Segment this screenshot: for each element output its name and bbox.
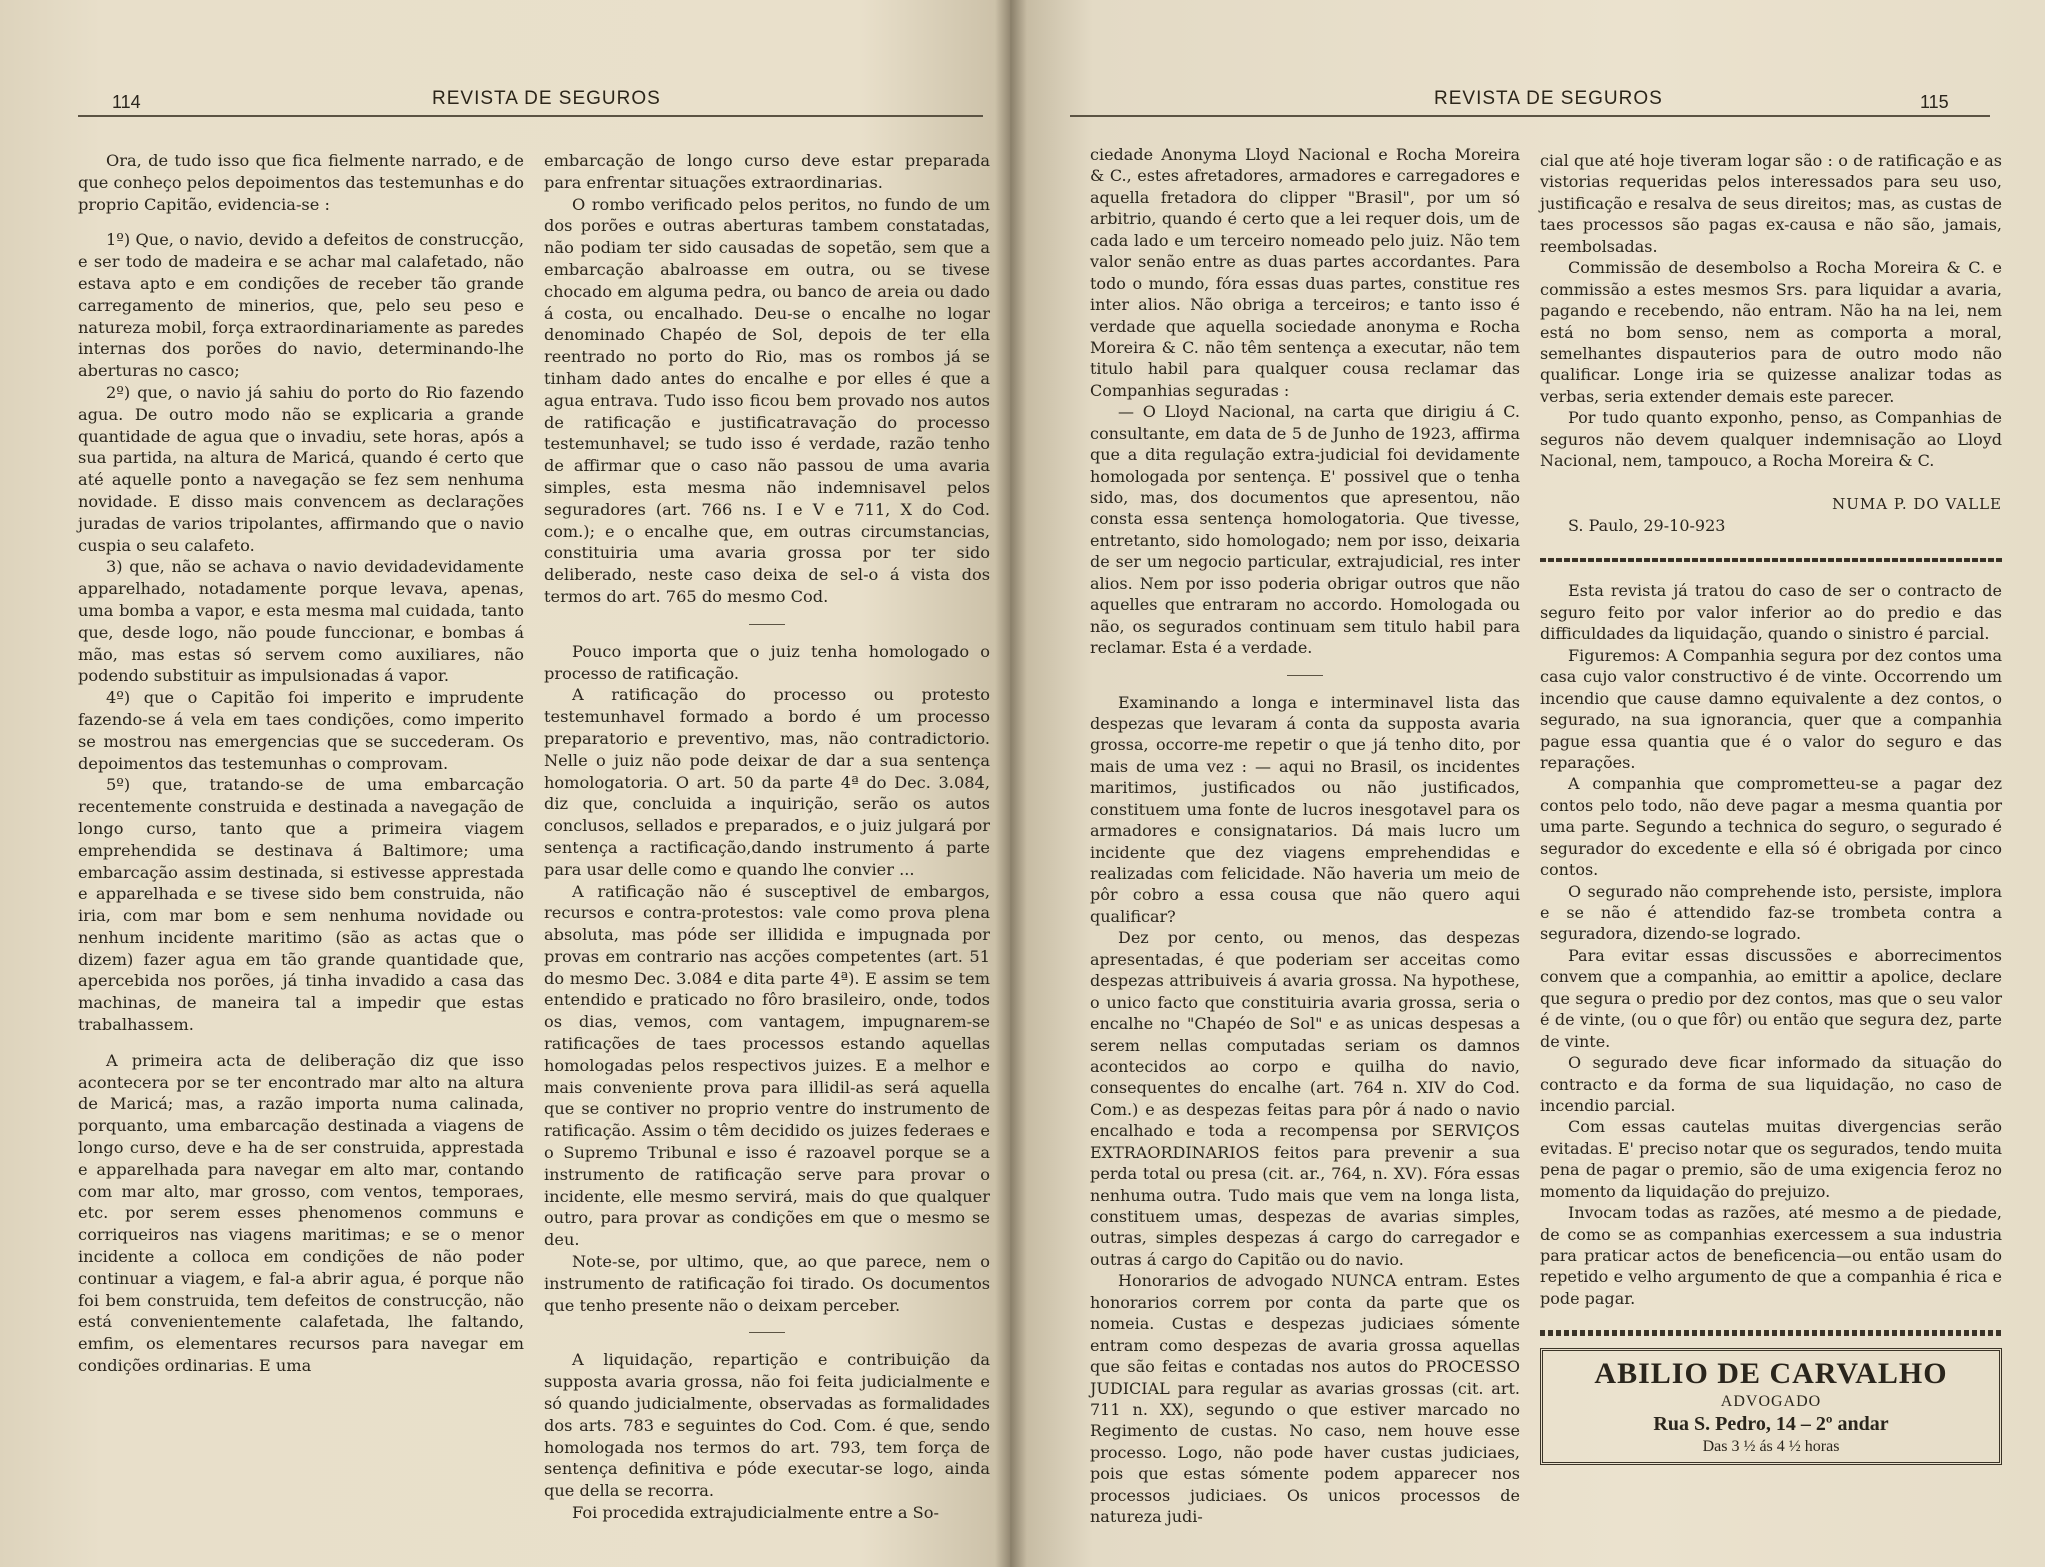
- section-separator: [1287, 675, 1323, 676]
- paragraph: Honorarios de advogado NUNCA entram. Estes honorarios correm por conta da parte que os nomeia. Custas e despezas judiciaes sómente entram como despezas de avaria grossa aquellas que são feitas e contadas nos autos do PROCESSO JUDICIAL para regular as avarias grossas (cit. art. 711 n. XX), segundo o que estiver marcado no Regimento de custas. No caso, nem houve esse processo. Logo, não pode haver custas judiciaes, pois que estas sómente podem apparecer nos processos judiciaes. Os unicos processos de natureza judi-: [1090, 1271, 1520, 1527]
- paragraph: 2º) que, o navio já sahiu do porto do Rio fazendo agua. De outro modo não se explicaria a grande quantidade de agua que o invadiu, sete horas, após a sua partida, na altura de Maricá, quando é certo que até aquelle ponto a navegação se fez sem nenhuma novidade. E disso mais convencem as declarações juradas de varios tripolantes, affirmando que o navio cuspia o seu calafeto.: [78, 382, 524, 555]
- paragraph: A liquidação, repartição e contribuição da supposta avaria grossa, não foi feita judicialmente e só quando judicialmente, observadas as formalidades dos arts. 783 e seguintes do Cod. Com. é que, sendo homologada nos termos do art. 793, tem força de sentença definitiva e póde executar-se logo, ainda que della se recorra.: [544, 1350, 990, 1501]
- paragraph: 3) que, não se achava o navio devidadevidamente apparelhado, notadamente porque levava, apenas, uma bomba a vapor, e esta mesma mal cuidada, tanto que, desde logo, não poude funccionar, e bombas á mão, mas estas só servem como auxiliares, não podendo substituir as impulsionadas á vapor.: [78, 557, 524, 686]
- page-number-left: 114: [112, 92, 141, 112]
- page-number-right: 115: [1920, 92, 1949, 112]
- paragraph: A ratificação do processo ou protesto testemunhavel formado a bordo é um processo preparatorio e preventivo, mas, não contradictorio. Nelle o juiz não pode deixar de dar a sua sentença homologatoria. O art. 50 da parte 4ª do Dec. 3.084, diz que, concluida a inquirição, serão os autos conclusos, sellados e preparados, e o juiz julgará por sentença a ractificação,dando instrumento á parte para usar delle como e quando lhe convier ...: [544, 685, 990, 879]
- paragraph: O segurado não comprehende isto, persiste, implora e se não é attendido faz-se trombeta contra a seguradora, dizendo-se logrado.: [1540, 881, 2002, 944]
- paragraph: Commissão de desembolso a Rocha Moreira & C. e commissão a estes mesmos Srs. para liquidar a avaria, pagando e recebendo, não entram. Não ha na lei, nem está no bom senso, nem as comporta a moral, semelhantes dispauterios para de outro modo não qualificar. Longe iria se quizesse analizar todas as verbas, seria extender demais este parecer.: [1540, 258, 2002, 406]
- paragraph: Foi procedida extrajudicialmente entre a So-: [572, 1503, 939, 1523]
- ad-name: ABILIO DE CARVALHO: [1594, 1357, 1948, 1390]
- paragraph: Por tudo quanto exponho, penso, as Companhias de seguros não devem qualquer indemnisação ao Lloyd Nacional, nem, tampouco, a Rocha Moreira & C.: [1540, 408, 2002, 471]
- section-separator: [749, 624, 785, 625]
- paragraph: A ratificação não é susceptivel de embargos, recursos e contra-protestos: vale como prova plena absoluta, mas póde ser illidida e impugnada por provas em contrario nas acções competentes (art. 51 do mesmo Dec. 3.084 e dita parte 4ª). E assim se tem entendido e praticado no fôro brasileiro, onde, todos os dias, vemos, com vantagem, impugnarem-se ratificações de taes processos estando aquellas homologadas pelos respectivos juizes. E a melhor e mais conveniente prova para illidil-as será aquella que se contiver no proprio ventre do instrumento de ratificação. Assim o têm decidido os juizes federaes e o Supremo Tribunal e isso é razoavel porque se a instrumento de ratificação serve para provar o incidente, elle mesmo servirá, mais do que qualquer outro, para provar as condições em que o mesmo se deu.: [544, 881, 990, 1250]
- section-separator: [749, 1332, 785, 1333]
- header-rule-left: [78, 115, 983, 117]
- paragraph: Invocam todas as razões, até mesmo a de piedade, de como se as companhias exercessem a sua industria para praticar actos de beneficencia—ou então usam do repetido e velho argumento de que a companhia é rica e pode pagar.: [1540, 1203, 2002, 1308]
- right-page: [1010, 0, 2045, 1567]
- paragraph: Esta revista já tratou do caso de ser o contracto de seguro feito por valor inferior ao do predio e das difficuldades da liquidação, quando o sinistro é parcial.: [1540, 581, 2002, 644]
- paragraph: 5º) que, tratando-se de uma embarcação recentemente construida e destinada a navegação de longo curso, tanto que a primeira viagem emprehendida se destinava á Baltimore; uma embarcação assim destinada, si estivesse apprestada e apparelhada e se tivese sido bem construida, não iria, com mar bom e sem nenhuma novidade ou nenhum incidente maritimo (são as actas que o dizem) fazer agua em tão grande quantidade que, apercebida nos porões, já tinha invadido a casa das machinas, de maneira tal a impedir que estas trabalhassem.: [78, 775, 524, 1035]
- ad-address: Rua S. Pedro, 14 – 2º andar: [1653, 1413, 1889, 1435]
- author-signature: NUMA P. DO VALLE: [1832, 494, 2002, 513]
- ad-role: ADVOGADO: [1720, 1393, 1822, 1410]
- ad-hours: Das 3 ½ ás 4 ½ horas: [1702, 1438, 1840, 1455]
- left-column-2: [544, 150, 990, 1524]
- paragraph: Examinando a longa e interminavel lista das despezas que levaram á conta da supposta avaria grossa, occorre-me repetir o que já tenho dito, por mais de uma vez : — aqui no Brasil, os incidentes maritimos, justificados ou não justificados, constituem uma fonte de lucros inesgotavel para os armadores e consignatarios. Dá mais lucro um incidente que dez viagens emprehendidas e realizadas com felicidade. Não haveria um meio de pôr cobro a essa cousa que não quero aqui qualificar?: [1090, 692, 1520, 926]
- paragraph: Ora, de tudo isso que fica fielmente narrado, e de que conheço pelos depoimentos das testemunhas e do proprio Capitão, evidencia-se :: [78, 151, 524, 214]
- paragraph: A companhia que comprometteu-se a pagar dez contos pelo todo, não deve pagar a mesma quantia por uma parte. Segundo a technica do seguro, o segurado é segurador do excedente e ella só é obrigada por cinco contos.: [1540, 774, 2002, 880]
- paragraph: O segurado deve ficar informado da situação do contracto e da forma de sua liquidação, no caso de incendio parcial.: [1540, 1053, 2002, 1115]
- left-column-1: [78, 150, 524, 1377]
- paragraph: Note-se, por ultimo, que, ao que parece, nem o instrumento de ratificação foi tirado. Os documentos que tenho presente não o deixam perceber.: [544, 1252, 990, 1315]
- paragraph: Para evitar essas discussões e aborrecimentos convem que a companhia, ao emittir a apolice, declare que segura o predio por dez contos, mas que o seu valor é de vinte, (ou o que fôr) ou então que segura dez, parte de vinte.: [1540, 945, 2002, 1051]
- paragraph: cial que até hoje tiveram logar são : o de ratificação e as vistorias requeridas pelos interessados para seu uso, justificação e resalva de seus direitos; mas, as custas de taes processos são pagas ex-causa e não são, jamais, reembolsadas.: [1540, 151, 2002, 256]
- paragraph: A primeira acta de deliberação diz que isso acontecera por se ter encontrado mar alto na altura de Maricá; mas, a razão importa numa calinada, porquanto, uma embarcação destinada a viagens de longo curso, deve e ha de ser construida, apprestada e apparelhada para navegar em alto mar, contando com mar alto, mar grosso, com ventos, temporaes, etc. por serem esses phenomenos communs e corriqueiros nas viagens maritimas; e se o menor incidente a colloca em condições de não poder continuar a viagem, e fal-a abrir agua, é porque não foi bem construida, tem defeitos de construcção, não está convenientemente calafetada, lhe faltando, emfim, os elementares recursos para navegar em condições ordinarias. E uma: [78, 1050, 524, 1376]
- paragraph: Com essas cautelas muitas divergencias serão evitadas. E' preciso notar que os segurados, tendo muita pena de pagar o premio, são de uma exigencia feroz no momento da liquidação do prejuizo.: [1540, 1117, 2002, 1201]
- paragraph: 4º) que o Capitão foi imperito e imprudente fazendo-se á vela em taes condições, como imperito se mostrou nas emergencias que se succederam. Os depoimentos das testemunhas o comprovam.: [78, 688, 524, 773]
- section-divider: [1540, 558, 2002, 562]
- paragraph: Figuremos: A Companhia segura por dez contos uma casa cujo valor constructivo é de vinte. Occorrendo um incendio que cause damno equivalente a dez contos, o segurado, na sua ignorancia, quer que a companhia pague essa quantia que é o valor do seguro e das reparações.: [1540, 645, 2002, 772]
- paragraph: — O Lloyd Nacional, na carta que dirigiu á C. consultante, em data de 5 de Junho de 1923, affirma que a dita regulação extra-judicial foi devidamente homologada por sentença. E' possivel que o tenha sido, mas, dos documentos que apresentou, não consta essa sentença homologatoria. Que tivesse, entretanto, sido homologado; nem por isso, deixaria de ser um negocio particular, extrajudicial, res inter alios. Nem por isso poderia obrigar outros que não aquelles que entraram no accordo. Homologada ou não, os segurados continuam sem titulo habil para reclamar. Esta é a verdade.: [1090, 402, 1520, 658]
- paragraph: Dez por cento, ou menos, das despezas apresentadas, é que poderiam ser acceitas como despezas attribuiveis á avaria grossa. Na hypothese, o unico facto que constituiria avaria grossa, seria o encalhe no "Chapéo de Sol" e as unicas despesas a serem nellas computadas seriam os damnos acontecidos ao corpo e quilha do navio, consequentes do encalhe (art. 764 n. XIV do Cod. Com.) e as despezas feitas para pôr á nado o navio encalhado e toda a recompensa por SERVIÇOS EXTRAORDINARIOS feitos para prevenir a sua perda total ou presa (cit. ar., 764, n. XV). Fóra essas nenhuma outra. Tudo mais que vem na longa lista, constituem umas, despezas de avarias simples, outras, simples despezas á cargo do carregador e outras á cargo do Capitão ou do navio.: [1090, 928, 1520, 1269]
- running-header-right: REVISTA DE SEGUROS: [1434, 88, 1663, 109]
- right-column-1: [1090, 144, 1520, 1528]
- paragraph: ciedade Anonyma Lloyd Nacional e Rocha Moreira & C., estes afretadores, armadores e carregadores e aquella fretadora do clipper "Brasil", por um só arbitrio, quando é certo que a lei requer dois, um de cada lado e um terceiro nomeado pelo juiz. Não tem valor senão entre as duas partes accordantes. Para todo o mundo, fóra essas duas partes, constitue res inter alios. Não obriga a terceiros; e tanto isso é verdade que aquella sociedade anonyma e Rocha Moreira & C. não têm sentença a executar, não tem titulo habil para qualquer cousa reclamar das Companhias seguradas :: [1090, 145, 1520, 400]
- left-page: [0, 0, 1010, 1567]
- paragraph: embarcação de longo curso deve estar preparada para enfrentar situações extraordinarias.: [544, 151, 990, 192]
- book-gutter: [995, 0, 1027, 1567]
- signature-date: S. Paulo, 29-10-923: [1568, 516, 1726, 535]
- lawyer-advertisement: [1540, 1348, 2002, 1465]
- paragraph: Pouco importa que o juiz tenha homologado o processo de ratificação.: [544, 641, 990, 683]
- ad-top-border: [1540, 1330, 2002, 1336]
- paragraph: 1º) Que, o navio, devido a defeitos de construcção, e ser todo de madeira e se achar mal calafetado, não estava apto e em condições de receber tão grande carregamento de minerios, que, pelo seu peso e natureza mobil, força extraordinariamente as paredes internas dos porões do navio, determinando-lhe aberturas no casco;: [78, 230, 524, 381]
- header-rule-right: [1070, 115, 1990, 117]
- paragraph: O rombo verificado pelos peritos, no fundo de um dos porões e outras aberturas tambem constatadas, não podiam ter sido causadas de sopetão, sem que a embarcação abalroasse em outra, ou se tivese chocado em alguma pedra, ou banco de areia ou dado á costa, ou encalhado. Deu-se o encalhe no logar denominado Chapéo de Sol, depois de ter ella reentrado no porto do Rio, mas os rombos já se tinham dado antes do encalhe e por elles é que a agua entrava. Tudo isso ficou bem provado nos autos de ratificação e justificatravação do processo testemunhavel; se tudo isso é verdade, razão tenho de affirmar que o caso não passou de uma avaria simples, esta mesma não indemnisavel pelos seguradores (art. 766 ns. I e V e 711, X do Cod. com.); e o encalhe que, em outras circumstancias, constituiria uma avaria grossa por ter sido deliberado, neste caso deixa de sel-o á vista dos termos do art. 765 do mesmo Cod.: [544, 194, 990, 606]
- right-column-2: [1540, 150, 2002, 1309]
- running-header-left: REVISTA DE SEGUROS: [432, 88, 661, 109]
